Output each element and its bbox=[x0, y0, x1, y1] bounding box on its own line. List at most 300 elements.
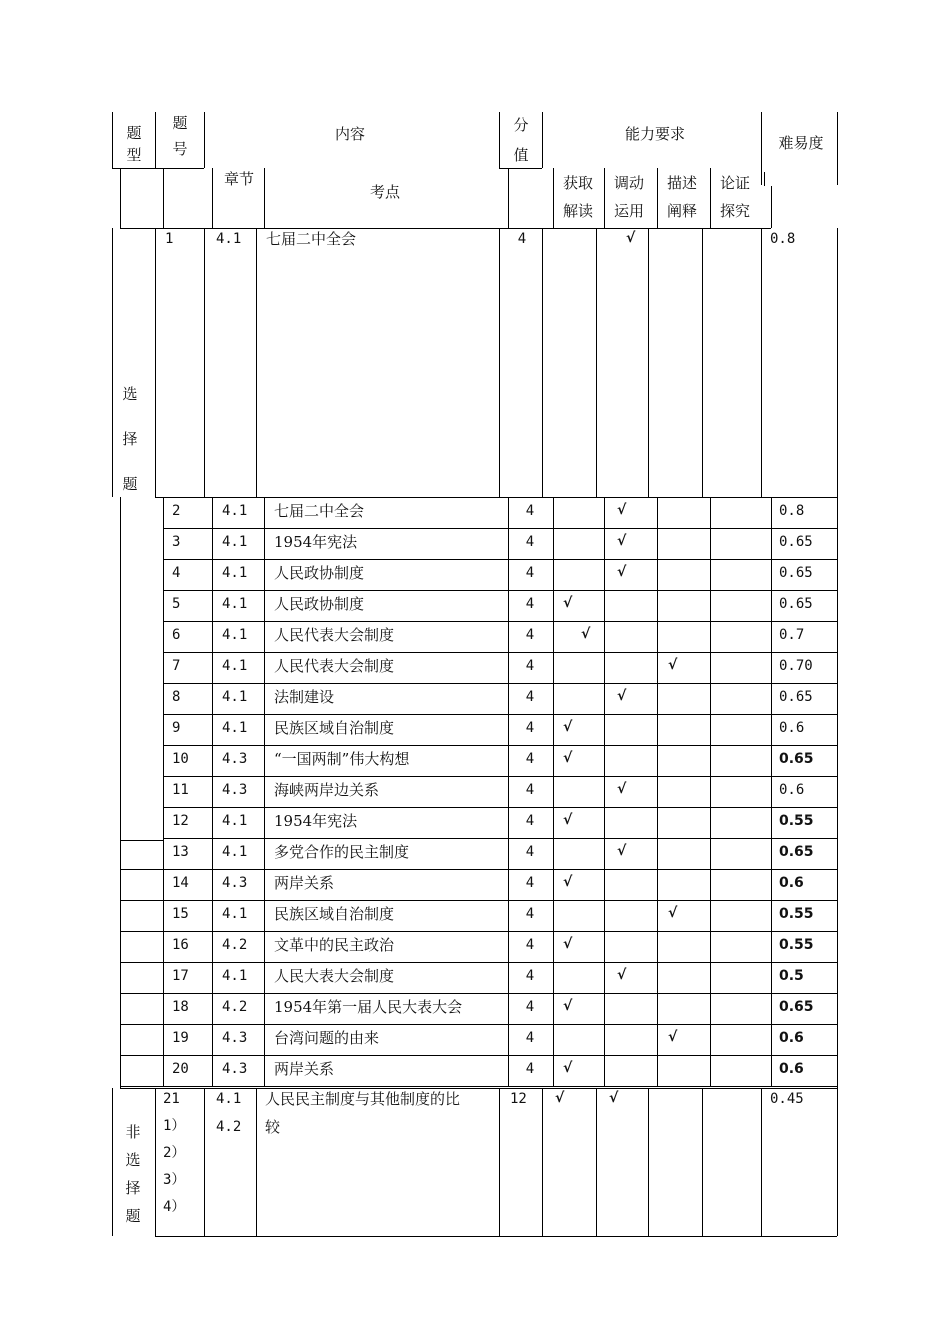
column-rule bbox=[771, 559, 772, 590]
nonchoice-type-left bbox=[112, 1088, 113, 1236]
column-rule bbox=[163, 621, 164, 652]
row-difficulty: 0.55 bbox=[779, 937, 814, 953]
row-difficulty: 0.5 bbox=[779, 968, 804, 984]
row-difficulty: 0.55 bbox=[779, 813, 814, 829]
column-rule bbox=[710, 168, 711, 228]
column-rule bbox=[604, 1055, 605, 1086]
row-difficulty: 0.70 bbox=[779, 658, 813, 674]
row-chapter: 4.1 bbox=[222, 565, 248, 581]
column-rule bbox=[771, 900, 772, 931]
column-rule bbox=[604, 838, 605, 869]
row-number: 13 bbox=[172, 844, 189, 860]
row-number: 10 bbox=[172, 751, 189, 767]
column-rule bbox=[508, 869, 509, 900]
column-rule bbox=[264, 528, 265, 559]
type-col-left bbox=[112, 112, 113, 168]
column-rule bbox=[264, 807, 265, 838]
column-rule bbox=[771, 745, 772, 776]
column-rule bbox=[761, 112, 762, 185]
column-rule bbox=[212, 807, 213, 838]
column-rule bbox=[508, 1024, 509, 1055]
row-difficulty: 0.65 bbox=[779, 844, 814, 860]
column-rule bbox=[710, 776, 711, 807]
row-point: 人民代表大会制度 bbox=[274, 626, 395, 644]
column-rule bbox=[657, 497, 658, 528]
column-rule bbox=[163, 168, 164, 228]
column-rule bbox=[771, 528, 772, 559]
column-rule bbox=[508, 807, 509, 838]
column-rule bbox=[120, 168, 121, 228]
row-difficulty: 0.65 bbox=[779, 565, 813, 581]
column-rule bbox=[264, 714, 265, 745]
row-number: 12 bbox=[172, 813, 189, 829]
row-number: 6 bbox=[172, 627, 181, 643]
column-rule bbox=[553, 1024, 554, 1055]
column-rule bbox=[212, 590, 213, 621]
row-check-mark: √ bbox=[617, 843, 627, 859]
column-rule bbox=[710, 1055, 711, 1086]
column-rule bbox=[163, 900, 164, 931]
row-number: 7 bbox=[172, 658, 181, 674]
column-rule bbox=[553, 745, 554, 776]
column-rule bbox=[508, 621, 509, 652]
column-rule bbox=[256, 228, 257, 497]
column-rule bbox=[264, 497, 265, 528]
column-rule bbox=[604, 590, 605, 621]
header-content-label: 内容 bbox=[334, 125, 365, 143]
column-rule bbox=[771, 497, 772, 528]
row-chapter: 4.1 bbox=[222, 534, 248, 550]
column-rule bbox=[657, 621, 658, 652]
column-rule bbox=[596, 1088, 597, 1236]
column-rule bbox=[837, 228, 838, 1088]
column-rule bbox=[604, 559, 605, 590]
row-score: 4 bbox=[525, 999, 535, 1015]
row-score: 4 bbox=[525, 844, 535, 860]
row-chapter: 4.1 bbox=[222, 844, 248, 860]
row-difficulty: 0.8 bbox=[779, 503, 805, 519]
row-point: 民族区域自治制度 bbox=[274, 719, 395, 737]
row-rule bbox=[155, 497, 837, 498]
column-rule bbox=[256, 1088, 257, 1236]
row-difficulty: 0.65 bbox=[779, 596, 813, 612]
column-rule bbox=[212, 1055, 213, 1086]
column-rule bbox=[657, 559, 658, 590]
row-check-mark: √ bbox=[617, 533, 627, 549]
row-difficulty: 0.65 bbox=[779, 534, 813, 550]
row-number: 17 bbox=[172, 968, 189, 984]
row-score: 4 bbox=[525, 689, 535, 705]
column-rule bbox=[212, 900, 213, 931]
row21-check-mark-2: √ bbox=[609, 1090, 619, 1106]
column-rule bbox=[212, 528, 213, 559]
column-rule bbox=[553, 900, 554, 931]
column-rule bbox=[163, 559, 164, 590]
column-rule bbox=[553, 993, 554, 1024]
row-chapter: 4.2 bbox=[222, 999, 248, 1015]
column-rule bbox=[553, 807, 554, 838]
column-rule bbox=[163, 776, 164, 807]
column-rule bbox=[508, 652, 509, 683]
column-rule bbox=[508, 590, 509, 621]
column-rule bbox=[163, 745, 164, 776]
extra-left-row-rule bbox=[120, 1024, 163, 1025]
column-rule bbox=[163, 807, 164, 838]
extra-left-row-rule bbox=[120, 869, 163, 870]
column-rule bbox=[264, 962, 265, 993]
row-number: 4 bbox=[172, 565, 181, 581]
extra-left-row-rule bbox=[120, 993, 163, 994]
column-rule bbox=[657, 776, 658, 807]
column-rule bbox=[212, 745, 213, 776]
column-rule bbox=[702, 228, 703, 497]
header-point-label: 考点 bbox=[369, 183, 400, 201]
column-rule bbox=[710, 931, 711, 962]
row-point: 两岸关系 bbox=[274, 1060, 335, 1078]
row-difficulty: 0.7 bbox=[779, 627, 805, 643]
column-rule bbox=[163, 931, 164, 962]
column-rule bbox=[771, 931, 772, 962]
column-rule bbox=[163, 528, 164, 559]
row21-sub-item: 1） bbox=[163, 1118, 186, 1134]
column-rule bbox=[604, 869, 605, 900]
header-ability-col-1: 获取解读 bbox=[562, 174, 593, 220]
header-difficulty-label: 难易度 bbox=[778, 134, 824, 152]
column-rule bbox=[264, 993, 265, 1024]
column-rule bbox=[212, 714, 213, 745]
column-rule bbox=[771, 186, 772, 228]
row-check-mark: √ bbox=[617, 781, 627, 797]
column-rule bbox=[764, 172, 765, 186]
column-rule bbox=[204, 1088, 205, 1236]
column-rule bbox=[657, 1055, 658, 1086]
row-point: 1954年宪法 bbox=[274, 533, 358, 551]
column-rule bbox=[264, 900, 265, 931]
row-difficulty: 0.6 bbox=[779, 720, 805, 736]
column-rule bbox=[553, 652, 554, 683]
header-score-label: 分值 bbox=[513, 116, 529, 164]
row-point: 人民代表大会制度 bbox=[274, 657, 395, 675]
row-chapter: 4.2 bbox=[222, 937, 248, 953]
column-rule bbox=[710, 745, 711, 776]
row21-sub-item: 2） bbox=[163, 1145, 186, 1161]
row-chapter: 4.1 bbox=[216, 231, 242, 247]
column-rule bbox=[604, 900, 605, 931]
row-score: 4 bbox=[525, 596, 535, 612]
row-check-mark: √ bbox=[563, 719, 573, 735]
row-check-mark: √ bbox=[668, 905, 678, 921]
column-rule bbox=[163, 714, 164, 745]
column-rule bbox=[771, 838, 772, 869]
column-rule bbox=[212, 683, 213, 714]
column-rule bbox=[710, 559, 711, 590]
column-rule bbox=[155, 1088, 156, 1236]
column-rule bbox=[771, 683, 772, 714]
row-score: 4 bbox=[525, 782, 535, 798]
column-rule bbox=[771, 590, 772, 621]
row-number: 15 bbox=[172, 906, 189, 922]
column-rule bbox=[657, 838, 658, 869]
row-number: 1 bbox=[165, 231, 174, 247]
column-rule bbox=[710, 869, 711, 900]
row-chapter: 4.3 bbox=[222, 782, 248, 798]
column-rule bbox=[499, 112, 500, 168]
extra-left-row-rule bbox=[120, 1055, 163, 1056]
column-rule bbox=[604, 652, 605, 683]
column-rule bbox=[163, 993, 164, 1024]
column-rule bbox=[212, 838, 213, 869]
column-rule bbox=[604, 807, 605, 838]
type-choice-label: 选择题 bbox=[122, 385, 138, 493]
column-rule bbox=[657, 168, 658, 228]
column-rule bbox=[542, 112, 543, 168]
column-rule bbox=[604, 931, 605, 962]
row21-sub-item: 3） bbox=[163, 1172, 186, 1188]
row-number: 11 bbox=[172, 782, 189, 798]
header-ability-col-4: 论证探究 bbox=[719, 174, 750, 220]
column-rule bbox=[604, 528, 605, 559]
column-rule bbox=[508, 559, 509, 590]
row-check-mark: √ bbox=[617, 967, 627, 983]
row-check-mark: √ bbox=[563, 595, 573, 611]
row-difficulty: 0.55 bbox=[779, 906, 814, 922]
column-rule bbox=[553, 869, 554, 900]
column-rule bbox=[264, 838, 265, 869]
row-point: 人民政协制度 bbox=[274, 564, 365, 582]
column-rule bbox=[212, 993, 213, 1024]
column-rule bbox=[212, 559, 213, 590]
column-rule bbox=[553, 776, 554, 807]
column-rule bbox=[657, 807, 658, 838]
column-rule bbox=[553, 714, 554, 745]
column-rule bbox=[604, 714, 605, 745]
row-score: 4 bbox=[525, 720, 535, 736]
row-check-mark: √ bbox=[563, 936, 573, 952]
row-score: 4 bbox=[525, 875, 535, 891]
column-rule bbox=[212, 652, 213, 683]
row-number: 9 bbox=[172, 720, 181, 736]
column-rule bbox=[163, 838, 164, 869]
row-chapter: 4.1 bbox=[222, 658, 248, 674]
column-rule bbox=[710, 528, 711, 559]
row-point: “一国两制”伟大构想 bbox=[274, 750, 410, 768]
column-rule bbox=[212, 931, 213, 962]
column-rule bbox=[657, 745, 658, 776]
row-number: 20 bbox=[172, 1061, 189, 1077]
row-difficulty: 0.6 bbox=[779, 782, 805, 798]
row-point: 法制建设 bbox=[274, 688, 335, 706]
row21-chapter: 4.1 bbox=[216, 1091, 242, 1107]
column-rule bbox=[508, 528, 509, 559]
column-rule bbox=[710, 652, 711, 683]
column-rule bbox=[508, 168, 509, 228]
row-check-mark: √ bbox=[563, 812, 573, 828]
column-rule bbox=[212, 1024, 213, 1055]
row-number: 19 bbox=[172, 1030, 189, 1046]
column-rule bbox=[710, 993, 711, 1024]
column-rule bbox=[710, 838, 711, 869]
row-point: 人民政协制度 bbox=[274, 595, 365, 613]
column-rule bbox=[163, 1024, 164, 1055]
column-rule bbox=[163, 869, 164, 900]
row-1-check-mark: √ bbox=[626, 230, 636, 246]
row-difficulty: 0.65 bbox=[779, 689, 813, 705]
column-rule bbox=[657, 962, 658, 993]
row-score: 4 bbox=[525, 937, 535, 953]
row-check-mark: √ bbox=[617, 688, 627, 704]
row-check-mark: √ bbox=[668, 657, 678, 673]
row-score: 4 bbox=[525, 813, 535, 829]
column-rule bbox=[553, 559, 554, 590]
column-rule bbox=[155, 228, 156, 497]
column-rule bbox=[553, 931, 554, 962]
header-ability-col-3: 描述阐释 bbox=[666, 174, 697, 220]
type-nonchoice-label: 非选择题 bbox=[125, 1123, 141, 1225]
column-rule bbox=[204, 228, 205, 497]
row-chapter: 4.1 bbox=[222, 503, 248, 519]
column-rule bbox=[604, 621, 605, 652]
column-rule bbox=[508, 497, 509, 528]
column-rule bbox=[508, 776, 509, 807]
column-rule bbox=[553, 621, 554, 652]
column-rule bbox=[657, 1024, 658, 1055]
column-rule bbox=[553, 838, 554, 869]
row-chapter: 4.1 bbox=[222, 627, 248, 643]
column-rule bbox=[163, 962, 164, 993]
row-check-mark: √ bbox=[668, 1029, 678, 1045]
column-rule bbox=[710, 590, 711, 621]
column-rule bbox=[264, 621, 265, 652]
row-point: 海峡两岸边关系 bbox=[274, 781, 380, 799]
column-rule bbox=[657, 931, 658, 962]
column-rule bbox=[710, 497, 711, 528]
row-score: 4 bbox=[525, 1030, 535, 1046]
column-rule bbox=[264, 683, 265, 714]
column-rule bbox=[553, 962, 554, 993]
row21-point-cont: 较 bbox=[265, 1118, 281, 1136]
column-rule bbox=[657, 900, 658, 931]
row-number: 16 bbox=[172, 937, 189, 953]
header-number-label: 题号 bbox=[172, 114, 188, 158]
column-rule bbox=[710, 621, 711, 652]
choice-type-left bbox=[112, 228, 113, 497]
column-rule bbox=[710, 962, 711, 993]
row-chapter: 4.3 bbox=[222, 1030, 248, 1046]
column-rule bbox=[212, 869, 213, 900]
row-check-mark: √ bbox=[617, 564, 627, 580]
column-rule bbox=[508, 714, 509, 745]
row-point: 多党合作的民主制度 bbox=[274, 843, 410, 861]
header-chapter-label: 章节 bbox=[223, 170, 254, 188]
column-rule bbox=[508, 838, 509, 869]
row-score: 4 bbox=[525, 906, 535, 922]
row-chapter: 4.3 bbox=[222, 1061, 248, 1077]
column-rule bbox=[657, 528, 658, 559]
column-rule bbox=[264, 652, 265, 683]
row-difficulty: 0.6 bbox=[779, 1061, 804, 1077]
column-rule bbox=[702, 1088, 703, 1236]
row21-check-mark-1: √ bbox=[555, 1090, 565, 1106]
column-rule bbox=[604, 1024, 605, 1055]
row-check-mark: √ bbox=[563, 874, 573, 890]
column-rule bbox=[604, 683, 605, 714]
row-point: 人民大表大会制度 bbox=[274, 967, 395, 985]
row-check-mark: √ bbox=[563, 1060, 573, 1076]
column-rule bbox=[710, 683, 711, 714]
column-rule bbox=[657, 652, 658, 683]
column-rule bbox=[542, 1088, 543, 1236]
row-score: 4 bbox=[525, 968, 535, 984]
row-chapter: 4.1 bbox=[222, 968, 248, 984]
column-rule bbox=[771, 993, 772, 1024]
column-rule bbox=[657, 714, 658, 745]
header-ability-label: 能力要求 bbox=[624, 125, 685, 143]
choice-lower-left-rule bbox=[120, 497, 121, 1088]
column-rule bbox=[648, 228, 649, 497]
row-point: 台湾问题的由来 bbox=[274, 1029, 380, 1047]
column-rule bbox=[264, 745, 265, 776]
row-check-mark: √ bbox=[563, 750, 573, 766]
row-check-mark: √ bbox=[617, 502, 627, 518]
row-number: 18 bbox=[172, 999, 189, 1015]
row21-number: 21 bbox=[163, 1091, 180, 1107]
row21-chapter: 4.2 bbox=[216, 1119, 242, 1135]
row-score: 4 bbox=[525, 658, 535, 674]
column-rule bbox=[163, 683, 164, 714]
column-rule bbox=[837, 112, 838, 185]
column-rule bbox=[604, 497, 605, 528]
column-rule bbox=[499, 228, 500, 497]
column-rule bbox=[508, 993, 509, 1024]
row-check-mark: √ bbox=[581, 626, 591, 642]
row-number: 5 bbox=[172, 596, 181, 612]
column-rule bbox=[761, 1088, 762, 1236]
row-chapter: 4.1 bbox=[222, 689, 248, 705]
column-rule bbox=[657, 590, 658, 621]
column-rule bbox=[508, 900, 509, 931]
column-rule bbox=[264, 559, 265, 590]
row21-point: 人民民主制度与其他制度的比 bbox=[265, 1090, 461, 1108]
row-number: 8 bbox=[172, 689, 181, 705]
row-number: 3 bbox=[172, 534, 181, 550]
column-rule bbox=[771, 776, 772, 807]
column-rule bbox=[761, 228, 762, 497]
column-rule bbox=[508, 683, 509, 714]
row-chapter: 4.1 bbox=[222, 906, 248, 922]
column-rule bbox=[264, 1024, 265, 1055]
column-rule bbox=[508, 962, 509, 993]
row-difficulty: 0.65 bbox=[779, 999, 814, 1015]
column-rule bbox=[710, 807, 711, 838]
column-rule bbox=[212, 776, 213, 807]
table-bottom-rule bbox=[155, 1236, 837, 1237]
column-rule bbox=[710, 1024, 711, 1055]
header-ability-col-2: 调动运用 bbox=[613, 174, 644, 220]
column-rule bbox=[163, 1055, 164, 1086]
row-chapter: 4.1 bbox=[222, 720, 248, 736]
row-difficulty: 0.65 bbox=[779, 751, 814, 767]
row21-difficulty: 0.45 bbox=[770, 1091, 804, 1107]
column-rule bbox=[771, 1024, 772, 1055]
column-rule bbox=[553, 683, 554, 714]
row-difficulty: 0.6 bbox=[779, 875, 804, 891]
column-rule bbox=[553, 1055, 554, 1086]
row-score: 4 bbox=[525, 751, 535, 767]
column-rule bbox=[596, 228, 597, 497]
extra-left-row-rule bbox=[120, 900, 163, 901]
row-point: 民族区域自治制度 bbox=[274, 905, 395, 923]
column-rule bbox=[508, 745, 509, 776]
